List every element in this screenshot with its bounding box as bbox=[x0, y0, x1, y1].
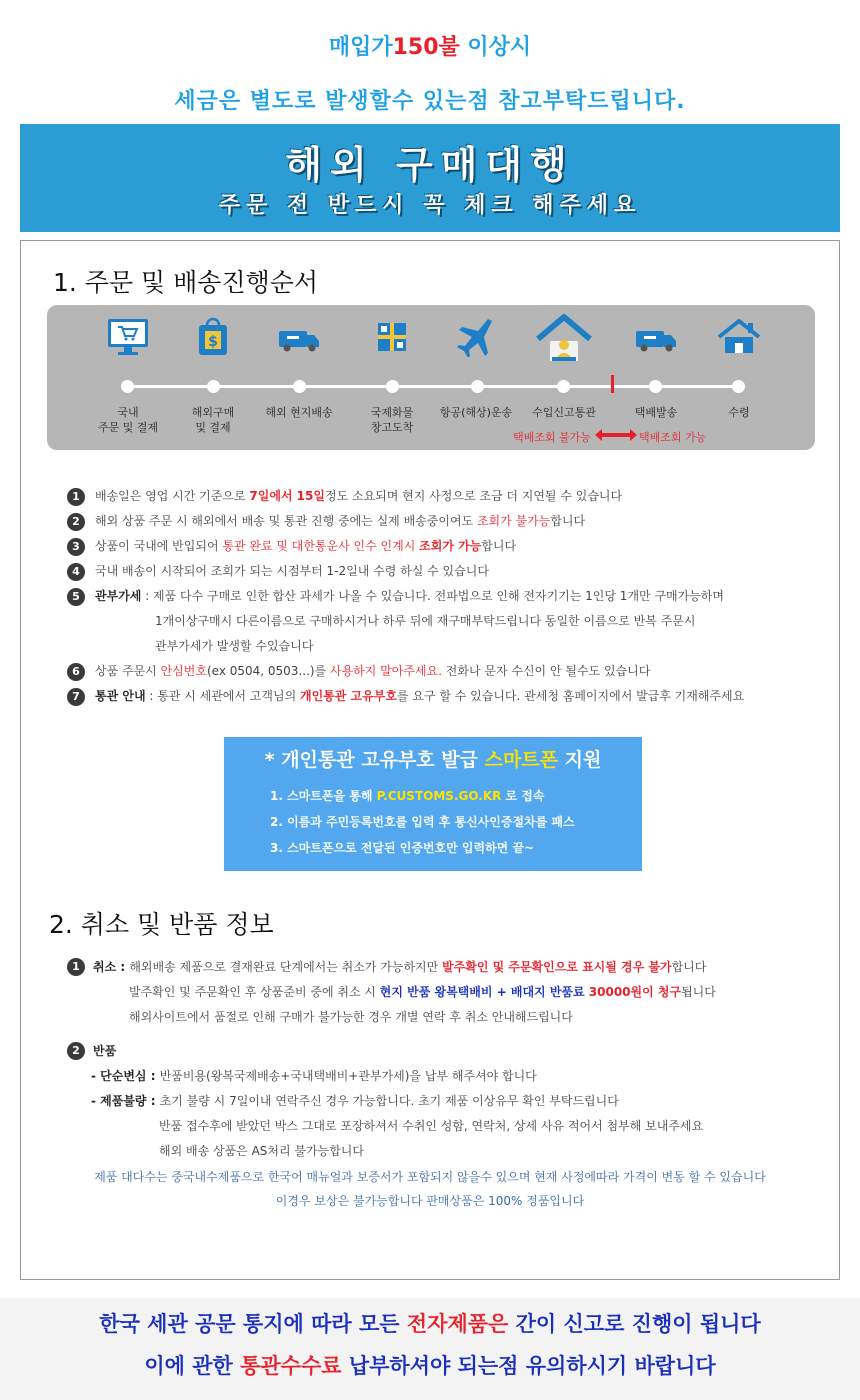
timeline-dot bbox=[207, 380, 220, 393]
step-label: 해외구매 및 결제 bbox=[191, 406, 235, 434]
number-badge: 4 bbox=[67, 563, 85, 581]
delivery-truck-icon bbox=[277, 317, 321, 357]
process-step-receive bbox=[694, 305, 784, 450]
process-step-overseas-purchase bbox=[168, 305, 258, 450]
note-item: 5 관부가세 : 제품 다수 구매로 인한 합산 과세가 나올 수 있습니다. 전파법으로 인해 전자기기는 1인당 1개만 구매가능하며 bbox=[67, 584, 807, 609]
step-label: 택배발송 bbox=[634, 406, 678, 419]
step-label: 수령 bbox=[728, 406, 750, 419]
note-item: 6 상품 주문시 안심번호(ex 0504, 0503...)를 사용하지 말아주세요. 전화나 문자 수신이 안 될수도 있습니다 bbox=[67, 659, 807, 684]
note-item: 3 상품이 국내에 반입되어 통관 완료 및 대한통운사 인수 인계시 조회가 가능합니다 bbox=[67, 534, 807, 559]
number-badge: 1 bbox=[67, 488, 85, 506]
delivery-truck-icon bbox=[634, 317, 678, 357]
process-step-air-transport bbox=[431, 305, 521, 450]
note-continuation: 관부가세가 발생할 수있습니다 bbox=[155, 639, 314, 653]
top-notice-line1 bbox=[0, 30, 860, 61]
timeline-dot bbox=[293, 380, 306, 393]
process-step-local-shipping bbox=[254, 305, 344, 450]
notice-text: 이상시 bbox=[459, 35, 532, 60]
tracking-unavailable-label: 택배조회 불가능 bbox=[513, 431, 591, 444]
monitor-cart-icon bbox=[106, 317, 150, 357]
home-icon bbox=[717, 317, 761, 357]
package-box-icon bbox=[370, 317, 414, 357]
cancel-line: 발주확인 및 주문확인 후 상품준비 중에 취소 시 현지 반품 왕복택배비 + 배대지 반품료 30000원이 청구됩니다 bbox=[129, 985, 716, 999]
step-label: 해외 현지배송 bbox=[265, 406, 333, 419]
smartphone-guide-box bbox=[224, 737, 642, 871]
cancel-line: 해외사이트에서 품절로 인해 구매가 불가능한 경우 개별 연락 후 취소 안내해드립니다 bbox=[129, 1010, 573, 1024]
return-line: 해외 배송 상품은 AS처리 불가능합니다 bbox=[159, 1144, 364, 1158]
top-notice-line2: 세금은 별도로 발생할수 있는점 참고부탁드립니다. bbox=[174, 89, 686, 114]
timeline-dot bbox=[121, 380, 134, 393]
banner-subtitle: 주문 전 반드시 꼭 체크 해주세요 bbox=[218, 192, 642, 218]
footnote-line: 이경우 보상은 불가능합니다 판매상품은 100% 정품입니다 bbox=[275, 1194, 585, 1208]
order-notes bbox=[67, 484, 807, 709]
smartphone-guide-step: 2. 이름과 주민등록번호를 입력 후 통신사인증절차를 패스 bbox=[270, 815, 575, 829]
airplane-icon bbox=[454, 317, 498, 357]
return-info bbox=[67, 1039, 817, 1164]
return-line: 반품 접수후에 받았던 박스 그대로 포장하셔서 수취인 성함, 연락처, 상세 사유 적어서 첨부해 보내주세요 bbox=[159, 1119, 704, 1133]
number-badge: 5 bbox=[67, 588, 85, 606]
customs-house-icon bbox=[534, 311, 594, 367]
double-arrow-icon bbox=[595, 429, 637, 441]
banner bbox=[20, 124, 840, 232]
cancel-line: 1 취소 : 해외배송 제품으로 결재완료 단계에서는 취소가 가능하지만 발주확인 및 주문확인으로 표시될 경우 불가합니다 bbox=[67, 955, 817, 980]
timeline-dot bbox=[386, 380, 399, 393]
note-continuation: 1개이상구매시 다른이름으로 구매하시거나 하루 뒤에 재구매부탁드립니다 동일한 이름으로 반복 주문시 bbox=[155, 614, 696, 628]
smartphone-guide-step: 3. 스마트폰으로 전달된 인증번호만 입력하면 끝~ bbox=[270, 841, 535, 855]
info-panel bbox=[20, 240, 840, 1280]
return-line: - 제품불량 : 초기 불량 시 7일이내 연락주신 경우 가능합니다. 초기 제품 이상유무 확인 부탁드립니다 bbox=[91, 1094, 619, 1108]
timeline-dot bbox=[471, 380, 484, 393]
svg-text:$: $ bbox=[208, 334, 218, 350]
step-label: 수입신고통관 bbox=[532, 406, 596, 419]
process-step-order bbox=[83, 305, 173, 450]
note-item: 4 국내 배송이 시작되어 조회가 되는 시점부터 1-2일내 수령 하실 수 있습니다 bbox=[67, 559, 807, 584]
number-badge: 1 bbox=[67, 958, 85, 976]
timeline-dot bbox=[557, 380, 570, 393]
shopping-bag-dollar-icon bbox=[191, 317, 235, 357]
section-title-order-process: 1. 주문 및 배송진행순서 bbox=[53, 268, 319, 297]
bottom-notice-line1: 한국 세관 공문 통지에 따라 모든 전자제품은 간이 신고로 진행이 됩니다 bbox=[99, 1312, 761, 1336]
return-heading: 2 반품 bbox=[67, 1039, 817, 1064]
notice-amount: 150불 bbox=[392, 35, 460, 60]
number-badge: 3 bbox=[67, 538, 85, 556]
section-title-cancel-return: 2. 취소 및 반품 정보 bbox=[49, 910, 274, 939]
footnote-line: 제품 대다수는 중국내수제품으로 한국어 매뉴얼과 보증서가 포함되지 않을수 있으며 현재 사정에따라 가격이 변동 할 수 있습니다 bbox=[94, 1170, 766, 1184]
number-badge: 2 bbox=[67, 513, 85, 531]
shipping-process-diagram bbox=[47, 305, 815, 450]
note-item: 1 배송일은 영업 시간 기준으로 7일에서 15일정도 소요되며 현지 사정으로 조금 더 지연될 수 있습니다 bbox=[67, 484, 807, 509]
bottom-notice bbox=[0, 1298, 860, 1400]
cancel-info bbox=[67, 955, 817, 1030]
process-step-warehouse bbox=[347, 305, 437, 450]
smartphone-guide-title: * 개인통관 고유부호 발급 스마트폰 지원 bbox=[264, 749, 602, 771]
timeline-dot bbox=[649, 380, 662, 393]
notice-text: 매입가 bbox=[328, 35, 393, 60]
tracking-available-label: 택배조회 가능 bbox=[639, 431, 707, 444]
note-item: 2 해외 상품 주문 시 해외에서 배송 및 통관 진행 중에는 실제 배송중이여도 조회가 불가능합니다 bbox=[67, 509, 807, 534]
timeline-dot bbox=[732, 380, 745, 393]
note-item: 7 통관 안내 : 통관 시 세관에서 고객님의 개인통관 고유부호를 요구 할 수 있습니다. 관세청 홈페이지에서 발급후 기재해주세요 bbox=[67, 684, 807, 709]
number-badge: 6 bbox=[67, 663, 85, 681]
number-badge: 7 bbox=[67, 688, 85, 706]
smartphone-guide-step: 1. 스마트폰을 통해 P.CUSTOMS.GO.KR 로 접속 bbox=[270, 789, 545, 803]
banner-title: 해외 구매대행 bbox=[285, 142, 575, 187]
return-line: - 단순변심 : 반품비용(왕복국제배송+국내택배비+관부가세)을 납부 해주셔야 합니다 bbox=[91, 1069, 537, 1083]
bottom-notice-line2: 이에 관한 통관수수료 납부하셔야 되는점 유의하시기 바랍니다 bbox=[144, 1354, 716, 1378]
step-label: 국내 주문 및 결제 bbox=[97, 406, 159, 434]
step-label: 국제화물 창고도착 bbox=[370, 406, 414, 434]
number-badge: 2 bbox=[67, 1042, 85, 1060]
step-label: 항공(해상)운송 bbox=[439, 406, 513, 419]
